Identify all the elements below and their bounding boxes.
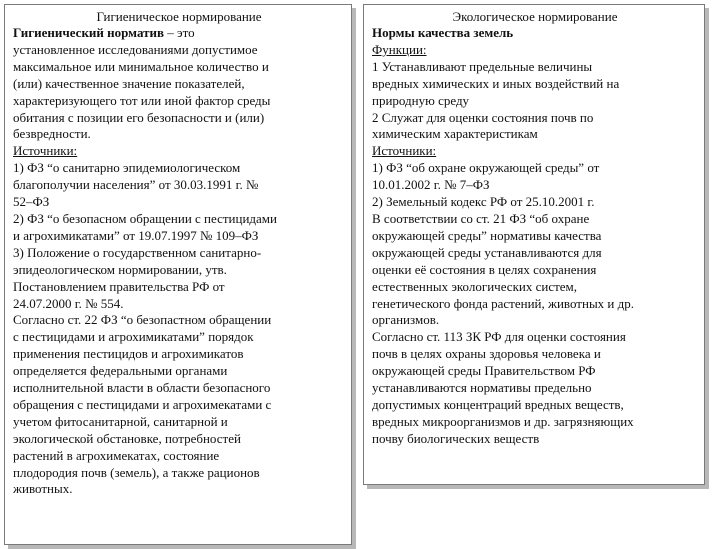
left-text-line: максимальное или минимальное количество и xyxy=(13,58,269,74)
left-text-line: установленное исследованиями допустимое xyxy=(13,41,258,57)
left-text-line: Постановлением правительства РФ от xyxy=(13,278,225,294)
right-text-line: естественных экологических систем, xyxy=(372,278,578,294)
right-panel-title: Экологическое нормирование xyxy=(452,9,618,24)
right-text-line: генетического фонда растений, животных и др. xyxy=(372,295,634,311)
right-text-line: Согласно ст. 113 ЗК РФ для оценки состояния xyxy=(372,329,626,345)
right-text-line: вредных микроорганизмов и др. загрязняющих xyxy=(372,413,634,429)
left-text-line: эпидеологическом нормировании, утв. xyxy=(13,261,227,277)
definition-text: – это xyxy=(164,25,195,40)
right-text-line: 2 Служат для оценки состояния почв по xyxy=(372,109,594,125)
left-text-line: экологической обстановке, потребностей xyxy=(13,430,241,446)
left-panel-title: Гигиеническое нормирование xyxy=(96,9,262,24)
right-text-line: организмов. xyxy=(372,312,440,328)
left-text-line: 3) Положение о государственном санитарно- xyxy=(13,244,262,260)
right-text-line: почву биологических веществ xyxy=(372,430,540,446)
left-text-line: и агрохимикатами” от 19.07.1997 № 109–ФЗ xyxy=(13,227,259,243)
left-text-line: 2) ФЗ “о безопасном обращении с пестицидами xyxy=(13,210,277,226)
right-sources-heading xyxy=(372,143,698,160)
left-text-line: 24.07.2000 г. № 554. xyxy=(13,295,124,311)
left-text-line: (или) качественное значение показателей, xyxy=(13,75,245,91)
right-panel-subtitle: Нормы качества земель xyxy=(372,25,514,40)
left-text-line: Согласно ст. 22 ФЗ “о безопастном обращении xyxy=(13,312,272,328)
right-text-line: окружающей среды устанавливаются для xyxy=(372,244,602,260)
right-text-line: окружающей среды Правительством РФ xyxy=(372,363,596,379)
hygienic-norming-panel xyxy=(4,4,352,545)
left-text-line: растений в агрохимекатах, состояние xyxy=(13,447,220,463)
right-text-line: В соответствии со ст. 21 ФЗ “об охране xyxy=(372,210,590,226)
right-text-line: допустимых концентраций вредных веществ, xyxy=(372,396,624,412)
right-text-line: устанавливаются нормативы предельно xyxy=(372,380,592,396)
left-text-line: животных. xyxy=(13,481,73,497)
right-text-line: 1) ФЗ “об охране окружающей среды” от xyxy=(372,160,600,176)
right-text-line: природную среду xyxy=(372,92,470,108)
left-text-line: благополучии населения” от 30.03.1991 г. № xyxy=(13,177,259,193)
right-text-line: оценки её состояния в целях сохранения xyxy=(372,261,597,277)
left-text-line: исполнительной власти в области безопасного xyxy=(13,380,271,396)
left-text-line: 52–ФЗ xyxy=(13,194,50,210)
right-text-line: вредных химических и иных воздействий на xyxy=(372,75,620,91)
left-text-line: применения пестицидов и агрохимикатов xyxy=(13,346,244,362)
right-text-line: 2) Земельный кодекс РФ от 25.10.2001 г. xyxy=(372,194,595,210)
left-text-line: учетом фитосанитарной, санитарной и xyxy=(13,413,228,429)
definition-term: Гигиенический норматив xyxy=(13,25,165,40)
left-text-line: характеризующего тот или иной фактор среды xyxy=(13,92,271,108)
right-text-line: 10.01.2002 г. № 7–ФЗ xyxy=(372,177,490,193)
left-text-line: безвредности. xyxy=(13,126,91,142)
right-text-line: химическим характеристикам xyxy=(372,126,538,142)
left-text-line: с пестицидами и агрохимикатами” порядок xyxy=(13,329,254,345)
left-text-line: определяется федеральными органами xyxy=(13,363,228,379)
left-text-line: обращения с пестицидами и агрохимекатами с xyxy=(13,396,272,412)
right-text-line: 1 Устанавливают предельные величины xyxy=(372,58,593,74)
right-text-line: окружающей среды” нормативы качества xyxy=(372,227,602,243)
left-sources-heading xyxy=(13,143,345,160)
right-sources-label: Источники: xyxy=(372,143,437,159)
left-sources-label: Источники: xyxy=(13,143,78,159)
right-text-line: почв в целях охраны здоровья человека и xyxy=(372,346,601,362)
definition-line xyxy=(13,25,345,42)
left-text-line: обитания с позиции его безопасности и (или) xyxy=(13,109,265,125)
left-text-line: 1) ФЗ “о санитарно эпидемиологическом xyxy=(13,160,241,176)
left-text-line: плодородия почв (земель), а также рационов xyxy=(13,464,260,480)
functions-label: Функции: xyxy=(372,41,427,57)
functions-heading xyxy=(372,42,698,59)
ecological-norming-panel xyxy=(363,4,705,485)
